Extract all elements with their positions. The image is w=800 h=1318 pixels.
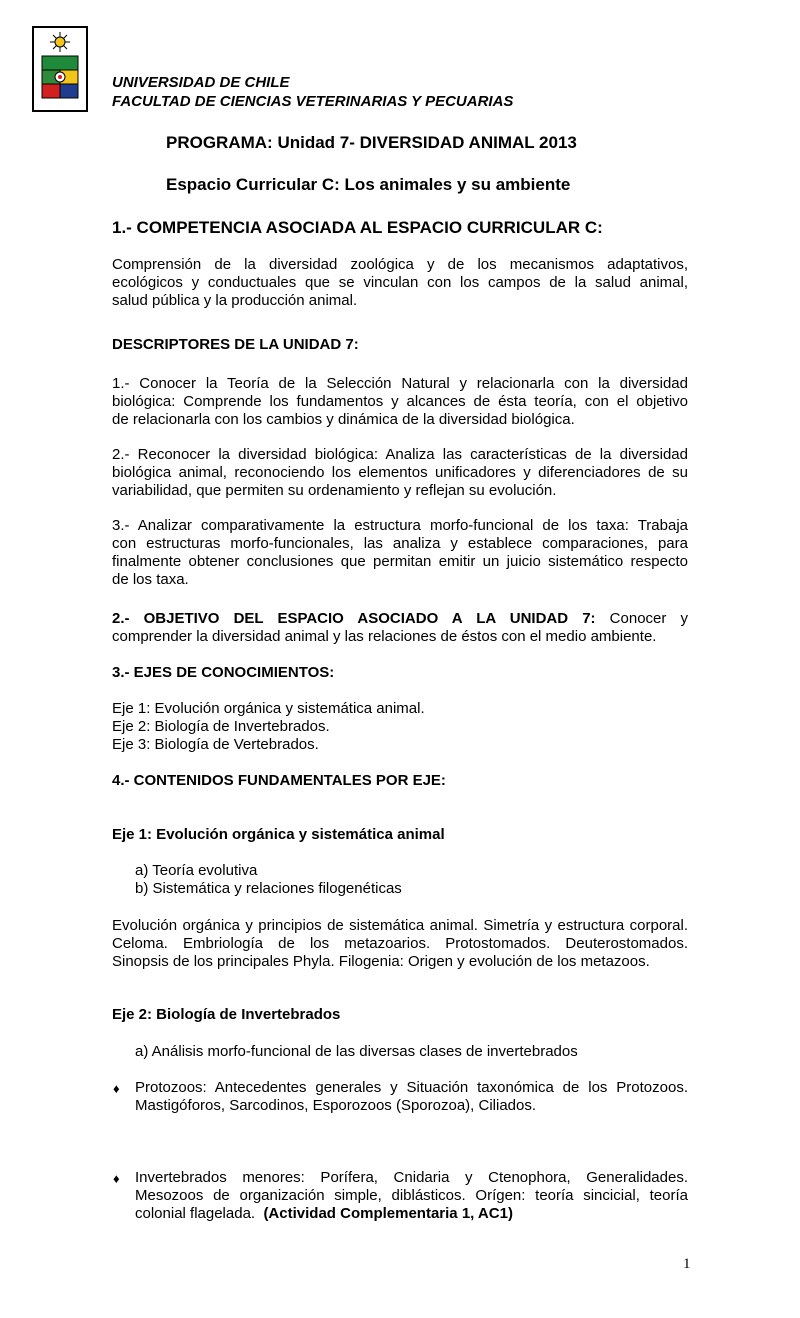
paragraph-line: de relacionarla con los cambios y dinámica de la diversidad biológica. bbox=[112, 411, 575, 428]
paragraph-line: de los taxa. bbox=[112, 571, 189, 588]
list-item: Eje 2: Biología de Invertebrados. bbox=[112, 718, 330, 735]
objective-text-continuation: comprender la diversidad animal y las relaciones de éstos con el medio ambiente. bbox=[112, 628, 657, 645]
paragraph-line: Mastigóforos, Sarcodinos, Esporozoos (Sporozoa), Ciliados. bbox=[135, 1097, 537, 1114]
faculty-name: FACULTAD DE CIENCIAS VETERINARIAS Y PECUARIAS bbox=[112, 93, 514, 110]
paragraph-line: Celoma. Embriología de los metazoarios. Protostomados. Deuterostomados. bbox=[112, 935, 688, 952]
activity-reference: (Actividad Complementaria 1, AC1) bbox=[263, 1205, 513, 1222]
paragraph-line bbox=[135, 1205, 688, 1223]
paragraph-line: biológica: Comprende los fundamentos y alcances de ésta teoría, con el objetivo bbox=[112, 393, 688, 410]
paragraph-line: 1.- Conocer la Teoría de la Selección Natural y relacionarla con la diversidad bbox=[112, 375, 688, 392]
paragraph-line: Comprensión de la diversidad zoológica y de los mecanismos adaptativos, bbox=[112, 256, 688, 273]
section-3-heading: 3.- EJES DE CONOCIMIENTOS: bbox=[112, 664, 335, 681]
institution-header bbox=[112, 73, 513, 111]
paragraph-line: Sinopsis de los principales Phyla. Filogenia: Origen y evolución de los metazoos. bbox=[112, 953, 650, 970]
sun-icon bbox=[50, 32, 70, 52]
bullet-protozoos bbox=[135, 1079, 688, 1115]
paragraph-line: finalmente obtener conclusiones que permitan emitir un juicio sistemático respecto bbox=[112, 553, 688, 570]
paragraph-line: Mesozoos de organización simple, diblásticos. Orígen: teoría sincicial, teoría bbox=[135, 1187, 688, 1204]
descriptores-heading: DESCRIPTORES DE LA UNIDAD 7: bbox=[112, 336, 359, 353]
paragraph-line: Evolución orgánica y principios de sistemática animal. Simetría y estructura corporal. bbox=[112, 917, 688, 934]
paragraph-line: Invertebrados menores: Porífera, Cnidaria y Ctenophora, Generalidades. bbox=[135, 1169, 688, 1186]
section-4-heading: 4.- CONTENIDOS FUNDAMENTALES POR EJE: bbox=[112, 772, 446, 789]
bullet-invertebrados-menores bbox=[135, 1169, 688, 1223]
list-item: Eje 1: Evolución orgánica y sistemática animal. bbox=[112, 700, 425, 717]
bullet-text: colonial flagelada. bbox=[135, 1205, 256, 1222]
ejes-list bbox=[112, 700, 425, 754]
university-logo bbox=[32, 26, 88, 112]
university-name: UNIVERSIDAD DE CHILE bbox=[112, 74, 290, 91]
list-item: b) Sistemática y relaciones filogenéticas bbox=[135, 880, 402, 897]
university-crest-icon bbox=[34, 28, 86, 110]
paragraph-line: salud pública y la producción animal. bbox=[112, 292, 358, 309]
paragraph-line: con estructuras morfo-funcionales, las analiza y establece comparaciones, para bbox=[112, 535, 688, 552]
curricular-space-title: Espacio Curricular C: Los animales y su ambiente bbox=[166, 175, 571, 194]
eje-2-subitem: a) Análisis morfo-funcional de las diversas clases de invertebrados bbox=[135, 1043, 578, 1060]
descriptor-1 bbox=[112, 375, 688, 429]
paragraph-line: biológica animal, reconociendo los elementos unificadores y diferenciadores de su bbox=[112, 464, 688, 481]
paragraph-line: Protozoos: Antecedentes generales y Situación taxonómica de los Protozoos. bbox=[135, 1079, 688, 1096]
diamond-bullet-icon: ♦ bbox=[113, 1081, 120, 1096]
objective-text-start: Conocer y bbox=[609, 610, 688, 627]
competencia-paragraph bbox=[112, 256, 688, 310]
section-2-heading: 2.- OBJETIVO DEL ESPACIO ASOCIADO A LA UNIDAD 7: bbox=[112, 610, 596, 627]
eje-1-subitems bbox=[135, 862, 402, 898]
list-item: Eje 3: Biología de Vertebrados. bbox=[112, 736, 319, 753]
section-1-heading: 1.- COMPETENCIA ASOCIADA AL ESPACIO CURRICULAR C: bbox=[112, 218, 603, 237]
eje-1-heading: Eje 1: Evolución orgánica y sistemática animal bbox=[112, 826, 445, 843]
diamond-bullet-icon: ♦ bbox=[113, 1171, 120, 1186]
section-2-objective bbox=[112, 610, 688, 646]
paragraph-line: 2.- Reconocer la diversidad biológica: Analiza las características de la diversidad bbox=[112, 446, 688, 463]
descriptor-3 bbox=[112, 517, 688, 589]
descriptor-2 bbox=[112, 446, 688, 500]
objective-first-line bbox=[112, 610, 688, 628]
eje-1-paragraph bbox=[112, 917, 688, 971]
paragraph-line: variabilidad, que permiten su ordenamiento y reflejan su evolución. bbox=[112, 482, 557, 499]
paragraph-line: ecológicos y conductuales que se vinculan con los campos de la salud animal, bbox=[112, 274, 688, 291]
list-item: a) Teoría evolutiva bbox=[135, 862, 258, 879]
paragraph-line: 3.- Analizar comparativamente la estructura morfo-funcional de los taxa: Trabaja bbox=[112, 517, 688, 534]
program-title: PROGRAMA: Unidad 7- DIVERSIDAD ANIMAL 2013 bbox=[166, 133, 577, 152]
eje-2-heading: Eje 2: Biología de Invertebrados bbox=[112, 1006, 341, 1023]
page-number: 1 bbox=[683, 1256, 691, 1272]
